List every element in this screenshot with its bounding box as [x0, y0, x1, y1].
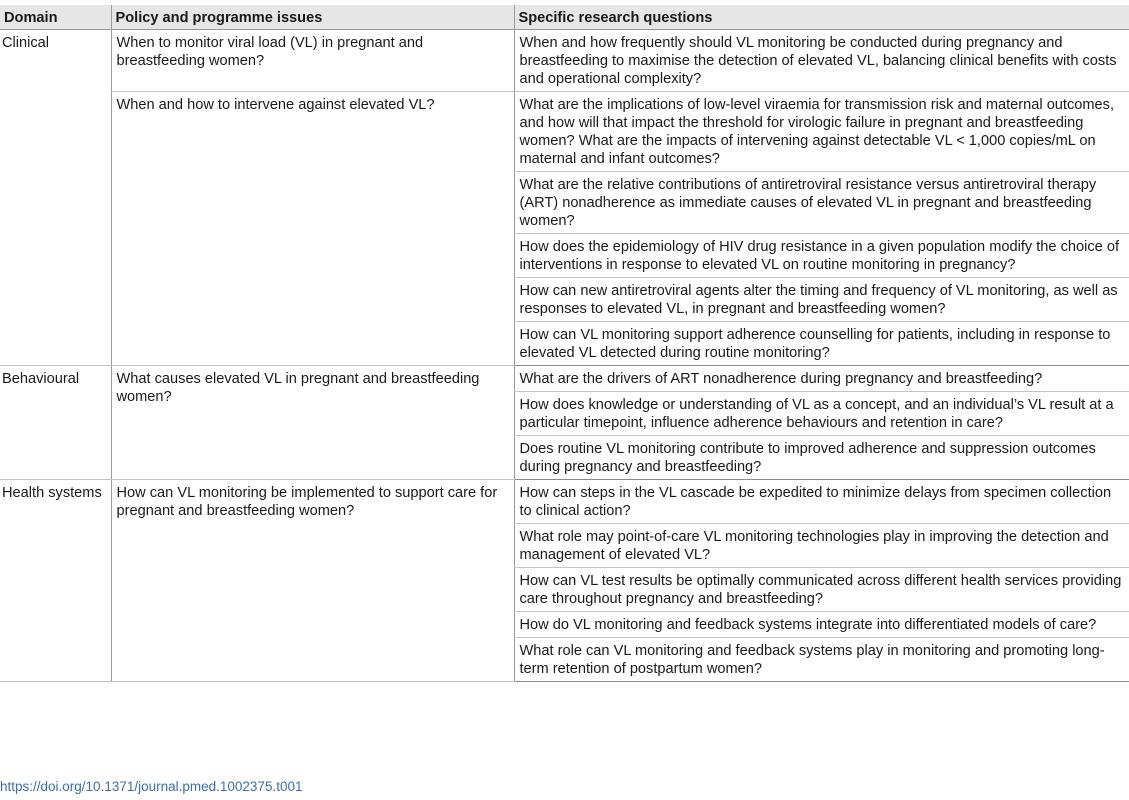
- research-question-cell: What are the implications of low-level viraemia for transmission risk and maternal outcomes, and how will that impact the threshold for virologic failure in pregnant and breastfeeding women? What are the impacts of intervening against detectable VL < 1,000 copies/mL on maternal and infant outcomes?: [514, 92, 1129, 172]
- policy-issue-cell: How can VL monitoring be implemented to support care for pregnant and breastfeeding women?: [111, 480, 514, 682]
- research-question-cell: What role can VL monitoring and feedback systems play in monitoring and promoting long-term retention of postpartum women?: [514, 638, 1129, 682]
- research-question-cell: How does the epidemiology of HIV drug resistance in a given population modify the choice of interventions in response to elevated VL on routine monitoring in pregnancy?: [514, 234, 1129, 278]
- header-domain: Domain: [0, 5, 111, 30]
- header-row: [0, 5, 1129, 30]
- header-questions: Specific research questions: [514, 5, 1129, 30]
- doi-link[interactable]: https://doi.org/10.1371/journal.pmed.1002375.t001: [0, 779, 303, 794]
- table-row: [0, 366, 1129, 392]
- table-row: [0, 30, 1129, 92]
- research-question-cell: What are the relative contributions of antiretroviral resistance versus antiretroviral therapy (ART) nonadherence as immediate causes of elevated VL in pregnant and breastfeeding women?: [514, 172, 1129, 234]
- research-question-cell: When and how frequently should VL monitoring be conducted during pregnancy and breastfeeding to maximise the detection of elevated VL, balancing clinical benefits with costs and operational complexity?: [514, 30, 1129, 92]
- research-question-cell: What are the drivers of ART nonadherence during pregnancy and breastfeeding?: [514, 366, 1129, 392]
- research-questions-table: [0, 5, 1129, 682]
- domain-cell: Health systems: [0, 480, 111, 682]
- research-question-cell: How can steps in the VL cascade be expedited to minimize delays from specimen collection to clinical action?: [514, 480, 1129, 524]
- research-question-cell: How can VL monitoring support adherence counselling for patients, including in response to elevated VL detected during routine monitoring?: [514, 322, 1129, 366]
- header-policy: Policy and programme issues: [111, 5, 514, 30]
- policy-issue-cell: When to monitor viral load (VL) in pregnant and breastfeeding women?: [111, 30, 514, 92]
- table-row: [0, 480, 1129, 524]
- domain-cell: Behavioural: [0, 366, 111, 480]
- research-question-cell: How can VL test results be optimally communicated across different health services providing care throughout pregnancy and breastfeeding?: [514, 568, 1129, 612]
- research-question-cell: How can new antiretroviral agents alter the timing and frequency of VL monitoring, as well as responses to elevated VL, in pregnant and breastfeeding women?: [514, 278, 1129, 322]
- research-question-cell: What role may point-of-care VL monitoring technologies play in improving the detection and management of elevated VL?: [514, 524, 1129, 568]
- research-question-cell: Does routine VL monitoring contribute to improved adherence and suppression outcomes during pregnancy and breastfeeding?: [514, 436, 1129, 480]
- domain-cell: Clinical: [0, 30, 111, 366]
- research-question-cell: How does knowledge or understanding of VL as a concept, and an individual’s VL result at a particular timepoint, influence adherence behaviours and retention in care?: [514, 392, 1129, 436]
- policy-issue-cell: What causes elevated VL in pregnant and breastfeeding women?: [111, 366, 514, 480]
- research-question-cell: How do VL monitoring and feedback systems integrate into differentiated models of care?: [514, 612, 1129, 638]
- policy-issue-cell: When and how to intervene against elevated VL?: [111, 92, 514, 366]
- table-row: [0, 92, 1129, 172]
